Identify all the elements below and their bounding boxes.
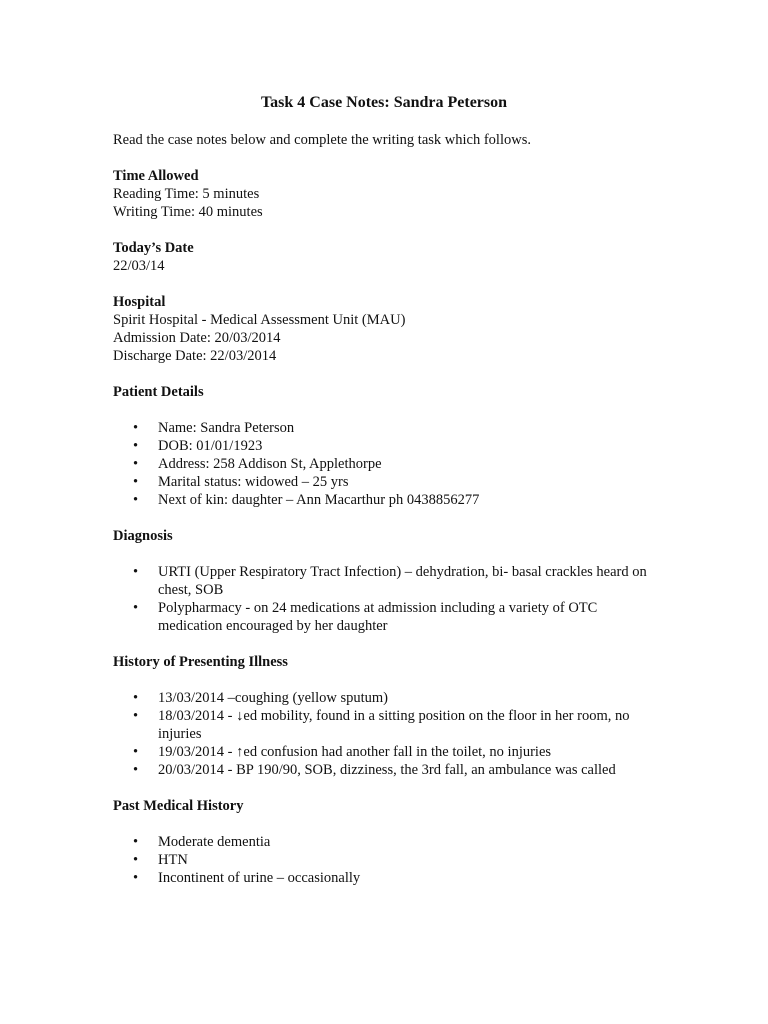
- list-item-text: Next of kin: daughter – Ann Macarthur ph 0438856277: [158, 492, 480, 508]
- list-item-text: 18/03/2014 - ↓ed mobility, found in a sitting position on the floor in her room, no injuries: [158, 708, 630, 742]
- list-item: [113, 869, 673, 887]
- list-item-text: 20/03/2014 - BP 190/90, SOB, dizziness, the 3rd fall, an ambulance was called: [158, 762, 616, 778]
- reading-time: Reading Time: 5 minutes: [113, 186, 260, 202]
- bullet-icon: •: [133, 762, 139, 778]
- bullet-icon: •: [133, 474, 139, 490]
- section-hospital: [113, 293, 673, 365]
- writing-time: Writing Time: 40 minutes: [113, 204, 263, 220]
- list-item-text: Name: Sandra Peterson: [158, 420, 295, 436]
- bullet-icon: •: [133, 600, 139, 616]
- list-item-text: Marital status: widowed – 25 yrs: [158, 474, 349, 490]
- section-heading: History of Presenting Illness: [113, 654, 288, 670]
- list-item: [113, 833, 673, 851]
- section-time-allowed: [113, 167, 673, 221]
- section-history-presenting-illness: [113, 653, 673, 779]
- list-item: [113, 563, 673, 599]
- section-patient-details: [113, 383, 673, 509]
- list-item-text: Incontinent of urine – occasionally: [158, 870, 361, 886]
- section-heading: Hospital: [113, 294, 166, 310]
- list-item: [113, 761, 673, 779]
- list-item: [113, 707, 673, 743]
- section-todays-date: [113, 239, 673, 275]
- list-item-text: URTI (Upper Respiratory Tract Infection) – dehydration, bi- basal crackles heard on chest, SOB: [158, 564, 647, 598]
- section-heading: Patient Details: [113, 384, 204, 400]
- section-diagnosis: [113, 527, 673, 635]
- list-item: [113, 599, 673, 635]
- list-item-text: 19/03/2014 - ↑ed confusion had another fall in the toilet, no injuries: [158, 744, 552, 760]
- list-item: [113, 437, 673, 455]
- admission-date: Admission Date: 20/03/2014: [113, 330, 281, 346]
- discharge-date: Discharge Date: 22/03/2014: [113, 348, 277, 364]
- bullet-icon: •: [133, 420, 139, 436]
- section-heading: Diagnosis: [113, 528, 173, 544]
- document-body: [113, 131, 673, 905]
- section-heading: Today’s Date: [113, 240, 194, 256]
- list-item: [113, 473, 673, 491]
- bullet-icon: •: [133, 834, 139, 850]
- bullet-icon: •: [133, 708, 139, 724]
- list-item-text: Polypharmacy - on 24 medications at admission including a variety of OTC medication encouraged by her daughter: [158, 600, 598, 634]
- past-medical-list: [113, 833, 673, 887]
- bullet-icon: •: [133, 456, 139, 472]
- list-item: [113, 455, 673, 473]
- list-item-text: Moderate dementia: [158, 834, 271, 850]
- patient-details-list: [113, 419, 673, 509]
- bullet-icon: •: [133, 744, 139, 760]
- section-heading: Past Medical History: [113, 798, 244, 814]
- intro-text: Read the case notes below and complete the writing task which follows.: [113, 132, 531, 148]
- section-past-medical-history: [113, 797, 673, 887]
- section-heading: Time Allowed: [113, 168, 199, 184]
- bullet-icon: •: [133, 690, 139, 706]
- list-item-text: DOB: 01/01/1923: [158, 438, 263, 454]
- diagnosis-list: [113, 563, 673, 635]
- list-item: [113, 743, 673, 761]
- list-item-text: HTN: [158, 852, 188, 868]
- history-presenting-list: [113, 689, 673, 779]
- bullet-icon: •: [133, 492, 139, 508]
- list-item: [113, 491, 673, 509]
- page-title: Task 4 Case Notes: Sandra Peterson: [260, 94, 508, 111]
- bullet-icon: •: [133, 438, 139, 454]
- bullet-icon: •: [133, 852, 139, 868]
- hospital-name: Spirit Hospital - Medical Assessment Unit (MAU): [113, 312, 406, 328]
- list-item: [113, 689, 673, 707]
- list-item: [113, 851, 673, 869]
- todays-date-value: 22/03/14: [113, 258, 165, 274]
- bullet-icon: •: [133, 870, 139, 886]
- list-item-text: Address: 258 Addison St, Applethorpe: [158, 456, 382, 472]
- bullet-icon: •: [133, 564, 139, 580]
- list-item-text: 13/03/2014 –coughing (yellow sputum): [158, 690, 388, 706]
- list-item: [113, 419, 673, 437]
